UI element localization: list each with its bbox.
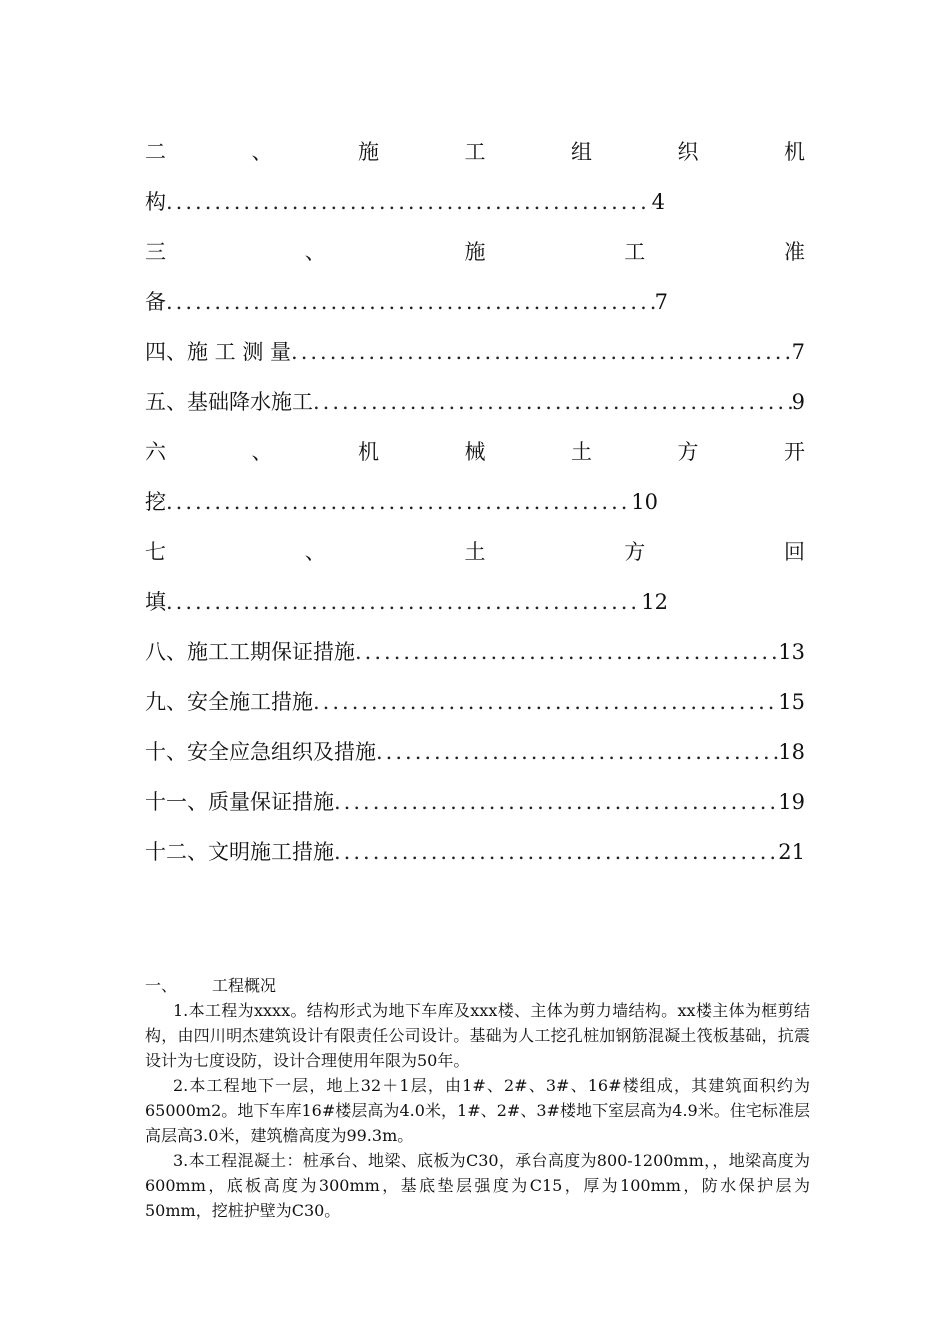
section-number: 一、 xyxy=(145,976,178,995)
toc-char: 施 xyxy=(464,240,486,264)
section-heading xyxy=(145,973,810,998)
toc-char: 织 xyxy=(677,140,699,164)
toc-char: 工 xyxy=(464,140,486,164)
toc-leader xyxy=(166,477,631,527)
toc-item-9[interactable] xyxy=(145,677,805,727)
toc-leader xyxy=(291,327,792,377)
toc-char: 六 xyxy=(145,440,166,464)
toc-item-7-head xyxy=(145,527,805,577)
toc-title: 五、基础降水施工 xyxy=(145,390,313,414)
toc-item-10[interactable] xyxy=(145,727,805,777)
toc-page-number: 9 xyxy=(791,390,805,414)
toc-char: 、 xyxy=(304,240,326,264)
toc-title: 构 xyxy=(145,190,166,214)
section-title: 工程概况 xyxy=(212,976,277,995)
toc-char: 二 xyxy=(145,140,166,164)
toc-leader xyxy=(334,777,778,827)
section-project-overview xyxy=(145,973,810,1223)
toc-char: 方 xyxy=(624,540,646,564)
toc-item-7-tail[interactable] xyxy=(145,577,668,627)
toc-leader xyxy=(166,577,641,627)
toc-leader xyxy=(313,677,778,727)
toc-char: 土 xyxy=(571,440,592,464)
toc-title: 挖 xyxy=(145,490,166,514)
toc-title: 九、安全施工措施 xyxy=(145,690,313,714)
toc-page-number: 7 xyxy=(654,290,668,314)
toc-char: 工 xyxy=(624,240,646,264)
toc-char: 回 xyxy=(784,540,805,564)
toc-page-number: 15 xyxy=(778,690,805,714)
toc-char: 组 xyxy=(571,140,592,164)
toc-title: 备 xyxy=(145,290,166,314)
toc-char: 三 xyxy=(145,240,166,264)
toc-char: 开 xyxy=(784,440,805,464)
toc-item-3-tail[interactable] xyxy=(145,277,668,327)
toc-leader xyxy=(334,827,778,877)
toc-char: 、 xyxy=(251,140,273,164)
toc-char: 、 xyxy=(304,540,326,564)
toc-leader xyxy=(166,277,655,327)
toc-title: 八、施工工期保证措施 xyxy=(145,640,355,664)
toc-title: 十、安全应急组织及措施 xyxy=(145,740,376,764)
toc-page-number: 10 xyxy=(631,490,658,514)
toc-item-5[interactable] xyxy=(145,377,805,427)
toc-page-number: 7 xyxy=(791,340,805,364)
toc-page-number: 13 xyxy=(778,640,805,664)
toc-char: 机 xyxy=(784,140,805,164)
toc-char: 机 xyxy=(358,440,379,464)
paragraph-1: 1.本工程为xxxx。结构形式为地下车库及xxx楼、主体为剪力墙结构。xx楼主体为框剪结构，由四川明杰建筑设计有限责任公司设计。基础为人工挖孔桩加钢筋混凝土筏板基础，抗震设计为七度设防，设计合理使用年限为50年。 xyxy=(145,1001,810,1070)
table-of-contents xyxy=(145,127,805,877)
toc-char: 七 xyxy=(145,540,166,564)
toc-title: 十一、质量保证措施 xyxy=(145,790,334,814)
toc-page-number: 18 xyxy=(778,740,805,764)
paragraph-2: 2.本工程地下一层，地上32＋1层，由1#、2#、3#、16#楼组成，其建筑面积约为65000m2。地下车库16#楼层高为4.0米，1#、2#、3#楼地下室层高为4.9米。住宅标准层高层高3.0米，建筑檐高度为99.3m。 xyxy=(145,1076,810,1145)
toc-page-number: 12 xyxy=(641,590,668,614)
toc-item-3-head xyxy=(145,227,805,277)
toc-title: 四、施 工 测 量 xyxy=(145,340,292,364)
toc-item-4[interactable] xyxy=(145,327,805,377)
toc-char: 施 xyxy=(358,140,379,164)
toc-page-number: 4 xyxy=(651,190,665,214)
toc-leader xyxy=(376,727,778,777)
toc-item-8[interactable] xyxy=(145,627,805,677)
toc-item-6-tail[interactable] xyxy=(145,477,658,527)
toc-leader xyxy=(166,177,652,227)
toc-char: 土 xyxy=(464,540,486,564)
toc-leader xyxy=(313,377,792,427)
toc-item-11[interactable] xyxy=(145,777,805,827)
toc-leader xyxy=(355,627,778,677)
toc-item-12[interactable] xyxy=(145,827,805,877)
toc-char: 械 xyxy=(464,440,486,464)
toc-char: 准 xyxy=(784,240,805,264)
toc-item-6-head xyxy=(145,427,805,477)
toc-title: 填 xyxy=(145,590,166,614)
toc-char: 、 xyxy=(251,440,273,464)
toc-page-number: 21 xyxy=(778,840,805,864)
toc-char: 方 xyxy=(677,440,699,464)
toc-item-2-head xyxy=(145,127,805,177)
toc-page-number: 19 xyxy=(778,790,805,814)
toc-item-2-tail[interactable] xyxy=(145,177,665,227)
toc-title: 十二、文明施工措施 xyxy=(145,840,334,864)
paragraph-3: 3.本工程混凝土：桩承台、地梁、底板为C30，承台高度为800-1200mm，，地梁高度为600mm，底板高度为300mm，基底垫层强度为C15，厚为100mm，防水保护层为50mm，挖桩护壁为C30。 xyxy=(145,1151,810,1220)
